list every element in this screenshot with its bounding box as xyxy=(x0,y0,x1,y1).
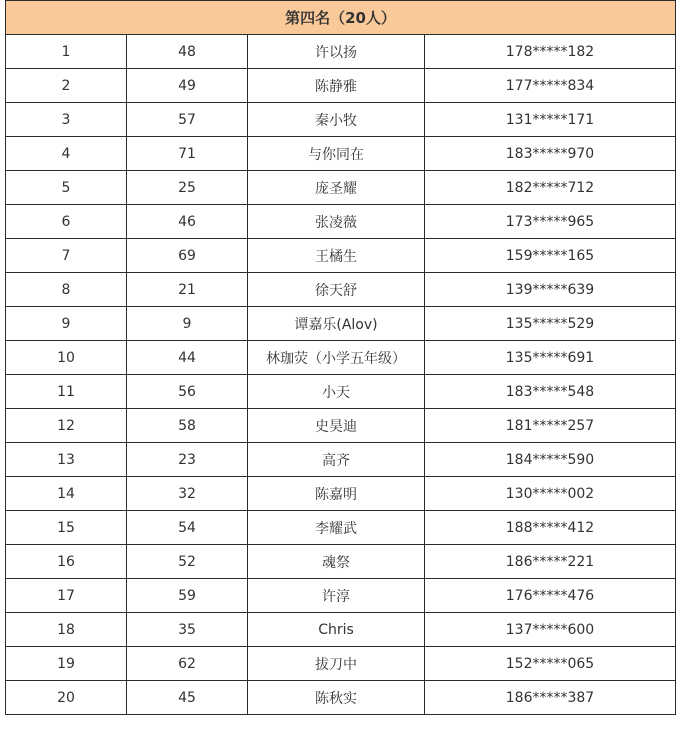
table-row xyxy=(6,69,676,103)
number-cell: 59 xyxy=(127,579,248,613)
number-cell: 58 xyxy=(127,409,248,443)
table-title: 第四名（20人） xyxy=(6,1,676,35)
phone-cell: 137*****600 xyxy=(425,613,676,647)
number-cell: 21 xyxy=(127,273,248,307)
rank-cell: 10 xyxy=(6,341,127,375)
rank-cell: 6 xyxy=(6,205,127,239)
name-cell: 许淳 xyxy=(248,579,425,613)
table-row xyxy=(6,273,676,307)
phone-cell: 183*****548 xyxy=(425,375,676,409)
phone-cell: 186*****221 xyxy=(425,545,676,579)
number-cell: 62 xyxy=(127,647,248,681)
phone-cell: 183*****970 xyxy=(425,137,676,171)
phone-cell: 135*****691 xyxy=(425,341,676,375)
name-cell: 高齐 xyxy=(248,443,425,477)
name-cell: 小天 xyxy=(248,375,425,409)
name-cell: 陈静雅 xyxy=(248,69,425,103)
table-row xyxy=(6,341,676,375)
number-cell: 69 xyxy=(127,239,248,273)
rank-cell: 16 xyxy=(6,545,127,579)
name-cell: 史昊迪 xyxy=(248,409,425,443)
table-row xyxy=(6,545,676,579)
name-cell: 张凌薇 xyxy=(248,205,425,239)
table-row xyxy=(6,409,676,443)
number-cell: 57 xyxy=(127,103,248,137)
phone-cell: 173*****965 xyxy=(425,205,676,239)
name-cell: 王橘生 xyxy=(248,239,425,273)
number-cell: 71 xyxy=(127,137,248,171)
rank-cell: 19 xyxy=(6,647,127,681)
phone-cell: 152*****065 xyxy=(425,647,676,681)
phone-cell: 177*****834 xyxy=(425,69,676,103)
rank-cell: 20 xyxy=(6,681,127,715)
name-cell: 秦小牧 xyxy=(248,103,425,137)
rank-cell: 13 xyxy=(6,443,127,477)
rank-cell: 3 xyxy=(6,103,127,137)
table-row xyxy=(6,103,676,137)
name-cell: 与你同在 xyxy=(248,137,425,171)
phone-cell: 182*****712 xyxy=(425,171,676,205)
name-cell: 李耀武 xyxy=(248,511,425,545)
name-cell: 魂祭 xyxy=(248,545,425,579)
number-cell: 52 xyxy=(127,545,248,579)
number-cell: 25 xyxy=(127,171,248,205)
number-cell: 56 xyxy=(127,375,248,409)
table-row xyxy=(6,171,676,205)
phone-cell: 184*****590 xyxy=(425,443,676,477)
phone-cell: 135*****529 xyxy=(425,307,676,341)
table-row xyxy=(6,477,676,511)
table-row xyxy=(6,35,676,69)
number-cell: 49 xyxy=(127,69,248,103)
rank-cell: 18 xyxy=(6,613,127,647)
name-cell: 谭嘉乐(Alov) xyxy=(248,307,425,341)
table-row xyxy=(6,579,676,613)
results-table xyxy=(5,0,676,715)
name-cell: Chris xyxy=(248,613,425,647)
number-cell: 44 xyxy=(127,341,248,375)
rank-cell: 5 xyxy=(6,171,127,205)
name-cell: 陈嘉明 xyxy=(248,477,425,511)
rank-cell: 8 xyxy=(6,273,127,307)
rank-cell: 9 xyxy=(6,307,127,341)
table-title-row xyxy=(6,1,676,35)
phone-cell: 139*****639 xyxy=(425,273,676,307)
name-cell: 许以扬 xyxy=(248,35,425,69)
name-cell: 徐天舒 xyxy=(248,273,425,307)
number-cell: 54 xyxy=(127,511,248,545)
table-row xyxy=(6,137,676,171)
phone-cell: 176*****476 xyxy=(425,579,676,613)
rank-cell: 1 xyxy=(6,35,127,69)
table-row xyxy=(6,375,676,409)
rank-cell: 4 xyxy=(6,137,127,171)
phone-cell: 130*****002 xyxy=(425,477,676,511)
phone-cell: 188*****412 xyxy=(425,511,676,545)
rank-cell: 15 xyxy=(6,511,127,545)
table-row xyxy=(6,613,676,647)
number-cell: 48 xyxy=(127,35,248,69)
name-cell: 庞圣耀 xyxy=(248,171,425,205)
table-row xyxy=(6,239,676,273)
table-row xyxy=(6,511,676,545)
phone-cell: 181*****257 xyxy=(425,409,676,443)
number-cell: 35 xyxy=(127,613,248,647)
rank-cell: 12 xyxy=(6,409,127,443)
name-cell: 林珈荧（小学五年级） xyxy=(248,341,425,375)
rank-cell: 17 xyxy=(6,579,127,613)
rank-cell: 11 xyxy=(6,375,127,409)
phone-cell: 178*****182 xyxy=(425,35,676,69)
table-row xyxy=(6,205,676,239)
name-cell: 陈秋实 xyxy=(248,681,425,715)
rank-cell: 2 xyxy=(6,69,127,103)
table-row xyxy=(6,681,676,715)
results-table-container xyxy=(5,0,675,715)
table-row xyxy=(6,307,676,341)
number-cell: 9 xyxy=(127,307,248,341)
number-cell: 46 xyxy=(127,205,248,239)
phone-cell: 131*****171 xyxy=(425,103,676,137)
rank-cell: 7 xyxy=(6,239,127,273)
number-cell: 45 xyxy=(127,681,248,715)
phone-cell: 186*****387 xyxy=(425,681,676,715)
table-row xyxy=(6,443,676,477)
table-row xyxy=(6,647,676,681)
number-cell: 23 xyxy=(127,443,248,477)
number-cell: 32 xyxy=(127,477,248,511)
phone-cell: 159*****165 xyxy=(425,239,676,273)
name-cell: 拔刀中 xyxy=(248,647,425,681)
rank-cell: 14 xyxy=(6,477,127,511)
table-body xyxy=(6,35,676,715)
